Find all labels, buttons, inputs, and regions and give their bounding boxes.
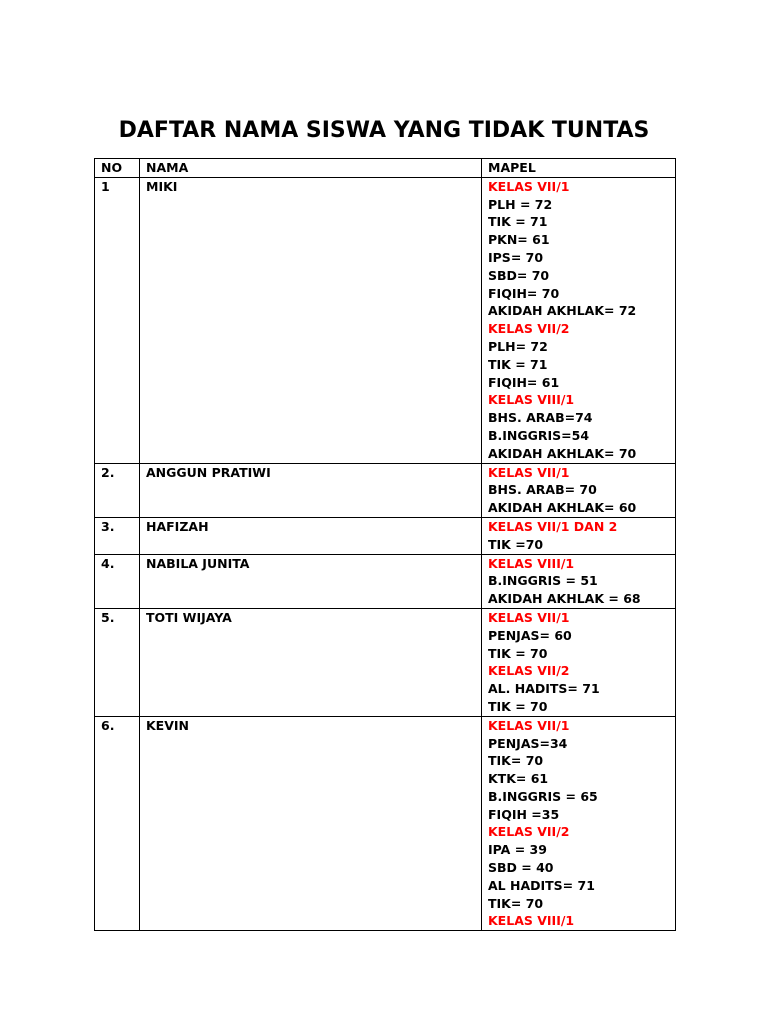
student-name: KEVIN — [140, 716, 482, 931]
subject-score: FIQIH= 61 — [488, 374, 560, 390]
subject-score: TIK =70 — [488, 536, 544, 552]
subject-score: IPA = 39 — [488, 842, 547, 858]
student-name: NABILA JUNITA — [140, 554, 482, 608]
subject-score: SBD = 40 — [488, 860, 554, 876]
subject-score: B.INGGRIS = 51 — [488, 573, 598, 589]
class-heading: KELAS VII/1 DAN 2 — [488, 518, 618, 534]
table-header-row — [95, 159, 676, 178]
subject-score: TIK = 70 — [488, 698, 548, 714]
subject-score: PLH= 72 — [488, 338, 548, 354]
student-name: ANGGUN PRATIWI — [140, 463, 482, 517]
subject-score: B.INGGRIS=54 — [488, 427, 590, 443]
class-heading: KELAS VIII/1 — [488, 913, 575, 929]
table-row — [95, 716, 676, 931]
subject-score: AKIDAH AKHLAK = 68 — [488, 591, 641, 607]
table-header — [95, 159, 676, 178]
subject-score: B.INGGRIS = 65 — [488, 788, 598, 804]
subject-score: PLH = 72 — [488, 196, 553, 212]
subject-score: TIK= 70 — [488, 895, 544, 911]
row-number: 4. — [95, 554, 140, 608]
subject-score: BHS. ARAB=74 — [488, 410, 593, 426]
subject-score: IPS= 70 — [488, 249, 544, 265]
subject-score: PENJAS= 60 — [488, 627, 572, 643]
header-nama: NAMA — [140, 159, 482, 178]
table-row — [95, 177, 676, 463]
student-name: MIKI — [140, 177, 482, 463]
header-no: NO — [95, 159, 140, 178]
subject-score: SBD= 70 — [488, 267, 550, 283]
table-row — [95, 608, 676, 716]
class-heading: KELAS VII/1 — [488, 609, 570, 625]
subject-score: TIK = 71 — [488, 214, 548, 230]
subject-list — [482, 177, 676, 463]
student-name: TOTI WIJAYA — [140, 608, 482, 716]
subject-list — [482, 608, 676, 716]
class-heading: KELAS VII/2 — [488, 824, 570, 840]
subject-score: AKIDAH AKHLAK= 72 — [488, 303, 637, 319]
table-row — [95, 517, 676, 554]
subject-score: AKIDAH AKHLAK= 70 — [488, 445, 637, 461]
subject-score: PENJAS=34 — [488, 735, 568, 751]
row-number: 3. — [95, 517, 140, 554]
row-number: 6. — [95, 716, 140, 931]
subject-score: AL. HADITS= 71 — [488, 681, 600, 697]
student-table — [94, 158, 676, 931]
subject-score: TIK= 70 — [488, 753, 544, 769]
class-heading: KELAS VII/2 — [488, 321, 570, 337]
row-number: 2. — [95, 463, 140, 517]
subject-list — [482, 463, 676, 517]
subject-list — [482, 517, 676, 554]
subject-score: FIQIH =35 — [488, 806, 560, 822]
table-body — [95, 177, 676, 930]
subject-score: BHS. ARAB= 70 — [488, 482, 597, 498]
subject-score: PKN= 61 — [488, 232, 550, 248]
class-heading: KELAS VII/1 — [488, 464, 570, 480]
header-mapel: MAPEL — [482, 159, 676, 178]
class-heading: KELAS VIII/1 — [488, 392, 575, 408]
subject-score: KTK= 61 — [488, 771, 549, 787]
subject-score: TIK = 70 — [488, 645, 548, 661]
class-heading: KELAS VII/2 — [488, 663, 570, 679]
row-number: 5. — [95, 608, 140, 716]
page-title: DAFTAR NAMA SISWA YANG TIDAK TUNTAS — [118, 118, 650, 143]
student-name: HAFIZAH — [140, 517, 482, 554]
table-row — [95, 463, 676, 517]
subject-score: FIQIH= 70 — [488, 285, 560, 301]
subject-score: AKIDAH AKHLAK= 60 — [488, 500, 637, 516]
row-number: 1 — [95, 177, 140, 463]
subject-list — [482, 554, 676, 608]
subject-list — [482, 716, 676, 931]
class-heading: KELAS VII/1 — [488, 717, 570, 733]
subject-score: TIK = 71 — [488, 356, 548, 372]
subject-score: AL HADITS= 71 — [488, 877, 595, 893]
class-heading: KELAS VIII/1 — [488, 555, 575, 571]
class-heading: KELAS VII/1 — [488, 178, 570, 194]
table-row — [95, 554, 676, 608]
